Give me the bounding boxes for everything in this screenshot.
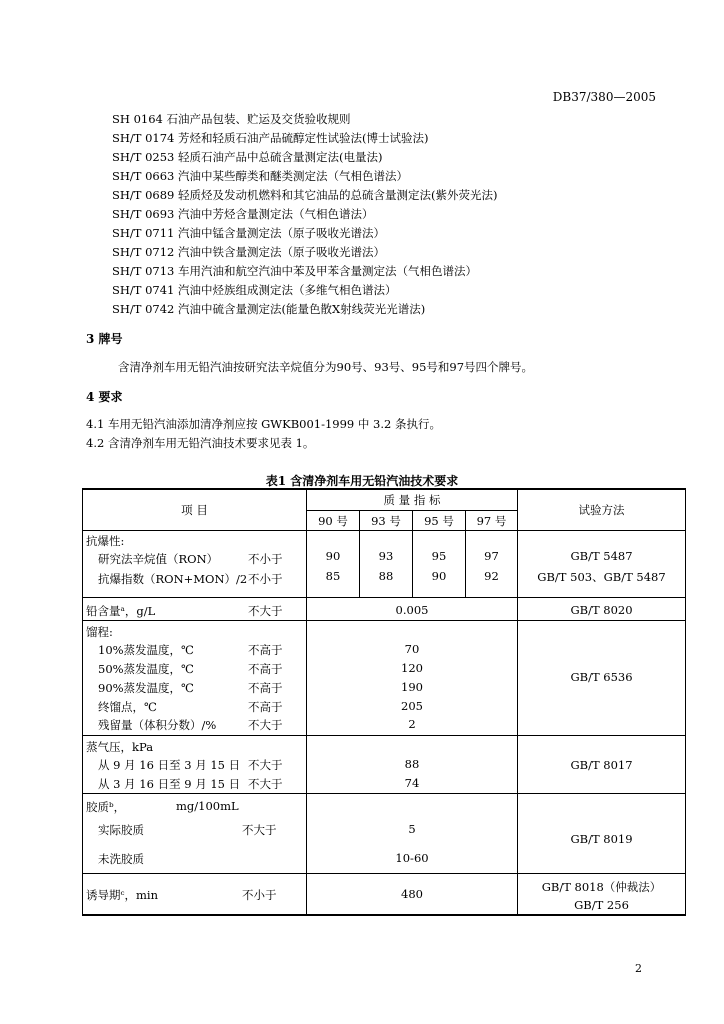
distillation-row-limit: 不大于	[248, 718, 283, 732]
header-grade: 97 号	[476, 514, 507, 528]
aki-label: 抗爆指数（RON+MON）/2	[98, 572, 248, 586]
distillation-row-limit: 不高于	[248, 662, 283, 676]
vapor-label: 蒸气压，kPa	[86, 740, 154, 754]
standard-item: SH/T 0689 轻质烃及发动机燃料和其它油品的总硫含量测定法(紫外荧光法)	[112, 188, 498, 202]
ron-method: GB/T 5487	[570, 549, 633, 563]
antiknock-label: 抗爆性:	[86, 534, 125, 548]
lead-limit: 不大于	[248, 604, 283, 618]
distillation-row-label: 终馏点，℃	[98, 700, 157, 714]
distillation-row-label: 10%蒸发温度，℃	[98, 643, 194, 657]
standard-item: SH/T 0693 汽油中芳烃含量测定法（气相色谱法）	[112, 207, 374, 221]
induction-method: GB/T 8018（仲裁法）	[541, 880, 662, 894]
standard-item: SH/T 0174 芳烃和轻质石油产品硫醇定性试验法(博士试验法)	[112, 131, 429, 145]
table-border	[685, 488, 686, 916]
gum-method: GB/T 8019	[570, 832, 633, 846]
aki-limit: 不小于	[248, 572, 283, 586]
standard-item: SH/T 0253 轻质石油产品中总硫含量测定法(电量法)	[112, 150, 383, 164]
distillation-row-limit: 不高于	[248, 643, 283, 657]
gum-unit: mg/100mL	[176, 799, 239, 813]
gum-actual-value: 5	[408, 822, 416, 836]
lead-method: GB/T 8020	[570, 603, 633, 617]
table-rule	[82, 735, 686, 736]
document-number: DB37/380—2005	[552, 90, 656, 104]
table-rule	[82, 597, 686, 598]
aki-value: 85	[325, 569, 341, 583]
ron-value: 95	[431, 549, 447, 563]
table-rule	[82, 620, 686, 621]
vapor-row-value: 88	[404, 757, 420, 771]
distillation-label: 馏程:	[86, 625, 113, 639]
ron-value: 90	[325, 549, 341, 563]
standard-item: SH 0164 石油产品包装、贮运及交货验收规则	[112, 112, 351, 126]
distillation-row-label: 残留量（体积分数）/%	[98, 718, 217, 732]
distillation-row-value: 190	[401, 680, 423, 694]
ron-value: 93	[378, 549, 394, 563]
ron-label: 研究法辛烷值（RON）	[98, 552, 219, 566]
gum-actual-label: 实际胶质	[98, 823, 144, 837]
standard-item: SH/T 0713 车用汽油和航空汽油中苯及甲苯含量测定法（气相色谱法）	[112, 264, 478, 278]
lead-label: 铅含量ᵃ，g/L	[86, 604, 156, 618]
table-border	[82, 914, 686, 916]
standard-item: SH/T 0711 汽油中锰含量测定法（原子吸收光谱法）	[112, 226, 386, 240]
distillation-row-value: 70	[404, 642, 420, 656]
distillation-row-label: 90%蒸发温度，℃	[98, 681, 194, 695]
header-quality: 质 量 指 标	[383, 493, 441, 507]
distillation-row-value: 120	[401, 661, 423, 675]
gum-actual-limit: 不大于	[242, 823, 277, 837]
induction-label: 诱导期ᶜ，min	[86, 888, 158, 902]
distillation-row-value: 205	[401, 699, 423, 713]
vapor-row-limit: 不大于	[248, 777, 283, 791]
header-method: 试验方法	[578, 503, 625, 517]
vapor-row-label: 从 9 月 16 日至 3 月 15 日	[98, 758, 241, 772]
clause-4-1: 4.1 车用无铅汽油添加清净剂应按 GWKB001-1999 中 3.2 条执行。	[86, 417, 442, 431]
distillation-row-value: 2	[408, 717, 416, 731]
section-4-heading: 4 要求	[86, 390, 123, 404]
header-grade: 95 号	[424, 514, 454, 528]
standard-item: SH/T 0742 汽油中硫含量测定法(能量色散X射线荧光光谱法)	[112, 302, 426, 316]
table-border	[82, 488, 83, 916]
standard-item: SH/T 0712 汽油中铁含量测定法（原子吸收光谱法）	[112, 245, 386, 259]
induction-limit: 不小于	[242, 888, 277, 902]
table-border	[82, 488, 686, 490]
table-caption: 表1 含清净剂车用无铅汽油技术要求	[265, 474, 459, 488]
aki-method: GB/T 503、GB/T 5487	[537, 570, 666, 584]
table-rule	[82, 530, 686, 531]
header-grade: 90 号	[318, 514, 348, 528]
clause-4-2: 4.2 含清净剂车用无铅汽油技术要求见表 1。	[86, 436, 315, 450]
section-3-heading: 3 牌号	[86, 332, 123, 346]
aki-value: 88	[378, 569, 394, 583]
ron-value: 97	[484, 549, 499, 563]
vapor-row-value: 74	[404, 776, 420, 790]
standard-item: SH/T 0741 汽油中烃族组成测定法（多维气相色谱法）	[112, 283, 397, 297]
distillation-row-limit: 不高于	[248, 700, 283, 714]
gum-unwashed-label: 未洗胶质	[98, 852, 144, 866]
standard-item: SH/T 0663 汽油中某些醇类和醚类测定法（气相色谱法）	[112, 169, 409, 183]
distillation-method: GB/T 6536	[570, 670, 633, 684]
table-rule	[82, 793, 686, 794]
header-grade: 93 号	[371, 514, 401, 528]
vapor-method: GB/T 8017	[570, 758, 633, 772]
section-3-text: 含清净剂车用无铅汽油按研究法辛烷值分为90号、93号、95号和97号四个牌号。	[118, 360, 534, 374]
induction-method: GB/T 256	[574, 898, 629, 912]
distillation-row-limit: 不高于	[248, 681, 283, 695]
aki-value: 92	[484, 569, 499, 583]
page-number: 2	[635, 962, 642, 975]
vapor-row-label: 从 3 月 16 日至 9 月 15 日	[98, 777, 241, 791]
gum-unwashed-value: 10-60	[395, 851, 429, 865]
gum-label: 胶质ᵇ，	[86, 800, 126, 814]
table-rule	[82, 873, 686, 874]
header-item: 项 目	[181, 503, 208, 517]
vapor-row-limit: 不大于	[248, 758, 283, 772]
distillation-row-label: 50%蒸发温度，℃	[98, 662, 194, 676]
ron-limit: 不小于	[248, 552, 283, 566]
lead-value: 0.005	[395, 603, 429, 617]
induction-value: 480	[401, 887, 423, 901]
aki-value: 90	[431, 569, 447, 583]
